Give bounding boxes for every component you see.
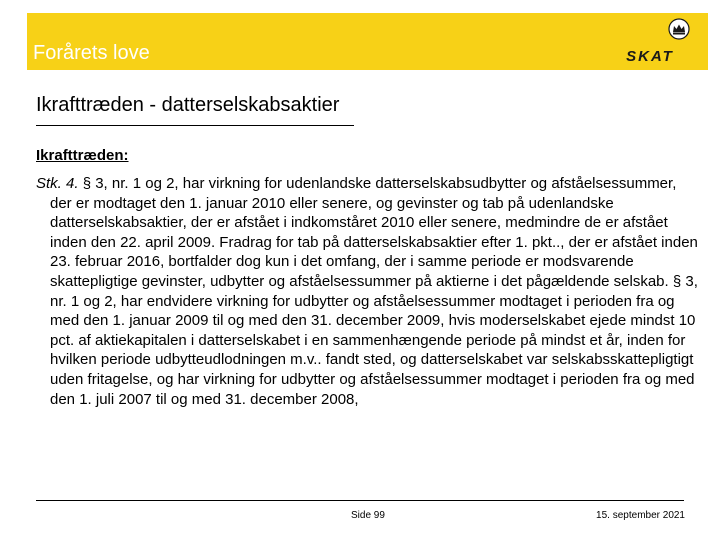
slide-title: Forårets love: [33, 42, 150, 64]
section-heading: Ikrafttræden:: [36, 147, 129, 164]
skat-logo: [612, 16, 688, 66]
body-paragraph: [36, 174, 700, 409]
crown-icon: [668, 18, 690, 40]
paragraph-text: § 3, nr. 1 og 2, har virkning for udenlandske datterselskabsudbytter og afståelsessummer, der er modtaget den 1. januar 2010 eller senere, og gevinster og tab på udenlandske datterselskabsaktier, der er afstået i indkomståret 2010 eller senere, medmindre de er afstået inden den 22. april 2009. Fradrag for tab på datterselskabsaktier efter 1. pkt.., der er afstået inden 23. februar 2016, bortfalder dog kun i det omfang, der i samme periode er modsvarende skattepligtige gevinster, udbytter og afståelsessummer på aktierne i det pågældende selskab. § 3, nr. 1 og 2, har endvidere virkning for udbytter og afståelsessummer modtaget i perioden fra og med den 1. januar 2009 til og med den 31. december 2009, hvis moderselskabet ejede mindst 10 pct. af aktiekapitalen i datterselskabet i en sammenhængende periode på mindst et år, inden for hvilken periode udbytteudlodningen m.v.. fandt sted, og datterselskabet var selskabsskattepligtigt uden fritagelse, og har virkning for udbytter og afståelsessummer modtaget i perioden fra og med den 1. juli 2007 til og med 31. december 2008,: [50, 175, 698, 408]
subtitle-divider: [36, 125, 354, 126]
page-number: Side 99: [351, 510, 385, 521]
subtitle: Ikrafttræden - datterselskabsaktier: [36, 94, 340, 116]
paragraph-lead: Stk. 4.: [36, 175, 79, 192]
footer-date: 15. september 2021: [596, 510, 685, 521]
logo-text: SKAT: [626, 48, 674, 65]
footer-divider: [36, 500, 684, 501]
